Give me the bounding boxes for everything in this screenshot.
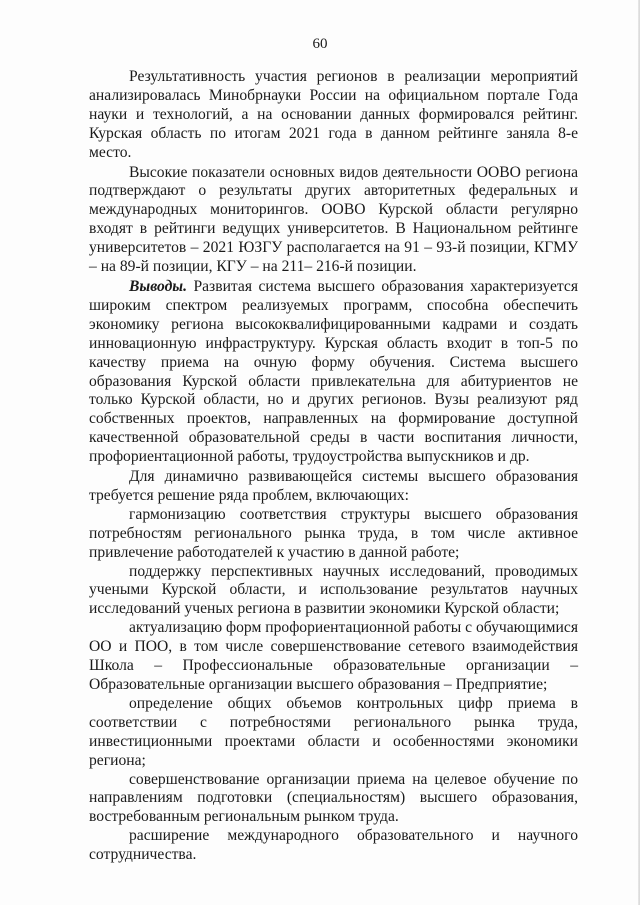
list-item: актуализацию форм профориентационной работы с обучающимися ОО и ПОО, в том числе совершенствование сетевого взаимодействия Школа – Профессиональные образовательные организации – Образовательные организации высшего образования – Предприятие; bbox=[89, 619, 578, 693]
page-number: 60 bbox=[312, 36, 328, 52]
conclusions-heading: Выводы. bbox=[129, 277, 188, 295]
list-item: гармонизацию соответствия структуры высшего образования потребностям регионального рынка труда, в том числе активное привлечение работодателей к участию в данной работе; bbox=[89, 505, 578, 561]
list-item: поддержку перспективных научных исследований, проводимых учеными Курской области, и использование результатов научных исследований ученых региона в развитии экономики Курской области; bbox=[89, 562, 578, 618]
list-item: совершенствование организации приема на целевое обучение по направлениям подготовки (специальностям) высшего образования, востребованным региональным рынком труда. bbox=[89, 770, 578, 826]
paragraph-rating-results: Результативность участия регионов в реализации мероприятий анализировалась Минобрнауки России на официальном портале Года науки и технологий, а на основании данных формировался рейтинг. Курская область по итогам 2021 года в данном рейтинге заняла 8-е место. bbox=[89, 68, 578, 161]
paragraph-conclusions bbox=[89, 278, 578, 467]
list-item: расширение международного образовательного и научного сотрудничества. bbox=[89, 827, 578, 864]
paragraph-monitoring: Высокие показатели основных видов деятельности ООВО региона подтверждают о результаты других авторитетных федеральных и международных мониторингов. ООВО Курской области регулярно входят в рейтинги ведущих университетов. В Национальном рейтинге университетов – 2021 ЮЗГУ располагается на 91 – 93-й позиции, КГМУ – на 89-й позиции, КГУ – на 211– 216-й позиции. bbox=[89, 163, 578, 276]
conclusions-text: Развитая система высшего образования характеризуется широким спектром реализуемых программ, способна обеспечить экономику региона высококвалифицированными кадрами и создать инновационную инфраструктуру. Курская область входит в топ-5 по качеству приема на очную форму обучения. Система высшего образования Курской области привлекательна для абитуриентов не только Курской области, но и других регионов. Вузы реализуют ряд собственных проектов, направленных на формирование доступной качественной образовательной среды в части воспитания личности, профориентационной работы, трудоустройства выпускников и др. bbox=[89, 277, 578, 466]
body-text bbox=[89, 68, 578, 865]
paragraph-problems-intro: Для динамично развивающейся системы высшего образования требуется решение ряда проблем, включающих: bbox=[89, 468, 578, 504]
list-item: определение общих объемов контрольных цифр приема в соответствии с потребностями регионального рынка труда, инвестиционными проектами области и особенностями экономики региона; bbox=[89, 694, 578, 769]
